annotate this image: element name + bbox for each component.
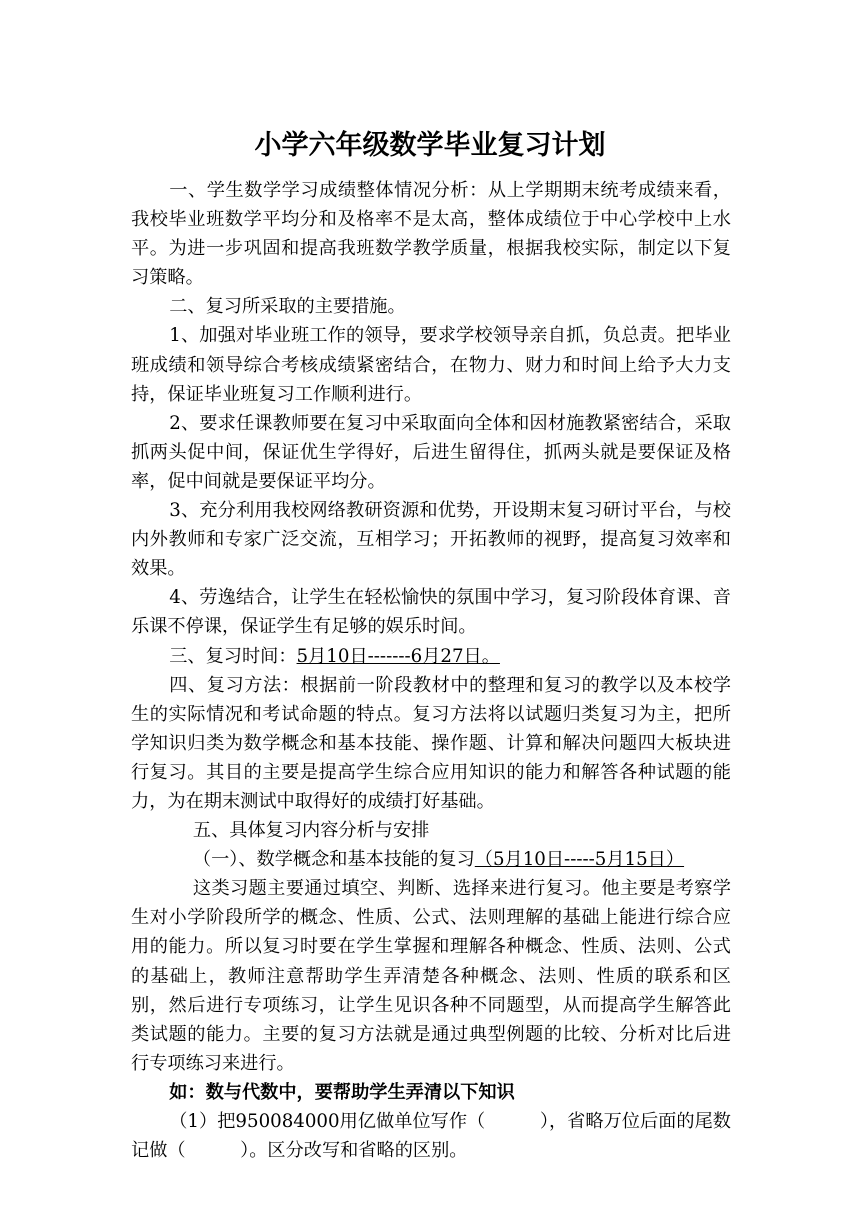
paragraph-section-1-body: 这类习题主要通过填空、判断、选择来进行复习。他主要是考察学生对小学阶段所学的概念、性质、公式、法则理解的基础上能进行综合应用的能力。所以复习时要在学生掌握和理解各种概念、性质、法则、公式的基础上，教师注意帮助学生弄清楚各种概念、法则、性质的联系和区别，然后进行专项练习，让学生见识各种不同题型，从而提高学生解答此类试题的能力。主要的复习方法就是通过典型例题的比较、分析对比后进行专项练习来进行。 bbox=[131, 878, 731, 1074]
document-title: 小学六年级数学毕业复习计划 bbox=[254, 130, 606, 161]
paragraph-measure-3: 3、充分利用我校网络教研资源和优势，开设期末复习研讨平台，与校内外教师和专家广泛交流，互相学习；开拓教师的视野，提高复习效率和效果。 bbox=[131, 500, 731, 580]
paragraph-review-method: 四、复习方法：根据前一阶段教材中的整理和复习的教学以及本校学生的实际情况和考试命题的特点。复习方法将以试题归类复习为主，把所学知识归类为数学概念和基本技能、操作题、计算和解决问题四大板块进行复习。其目的主要是提高学生综合应用知识的能力和解答各种试题的能力，为在期末测试中取得好的成绩打好基础。 bbox=[131, 674, 731, 812]
paragraph-review-time bbox=[131, 642, 731, 671]
document-body bbox=[131, 176, 731, 1165]
paragraph-situation-analysis: 一、学生数学学习成绩整体情况分析：从上学期期末统考成绩来看，我校毕业班数学平均分和及格率不是太高，整体成绩位于中心学校中上水平。为进一步巩固和提高我班数学教学质量，根据我校实际，制定以下复习策略。 bbox=[131, 180, 731, 289]
section-1-dates: （5月10日-----5月15日） bbox=[474, 849, 685, 871]
review-time-value: 5月10日-------6月27日。 bbox=[296, 645, 500, 667]
paragraph-section-1-heading bbox=[131, 845, 731, 874]
review-time-label: 三、复习时间： bbox=[169, 645, 297, 667]
paragraph-measure-4: 4、劳逸结合，让学生在轻松愉快的氛围中学习，复习阶段体育课、音乐课不停课，保证学生有足够的娱乐时间。 bbox=[131, 587, 731, 638]
paragraph-measure-2: 2、要求任课教师要在复习中采取面向全体和因材施教紧密结合，采取抓两头促中间，保证优生学得好，后进生留得住，抓两头就是要保证及格率，促中间就是要保证平均分。 bbox=[131, 412, 731, 492]
paragraph-measures-heading: 二、复习所采取的主要措施。 bbox=[169, 296, 406, 318]
paragraph-example-heading: 如：数与代数中，要帮助学生弄清以下知识 bbox=[169, 1081, 515, 1103]
paragraph-example-1: （1）把950084000用亿做单位写作（ ），省略万位后面的尾数记做（ ）。区分改写和省略的区别。 bbox=[131, 1111, 731, 1162]
paragraph-measure-1: 1、加强对毕业班工作的领导，要求学校领导亲自抓，负总责。把毕业班成绩和领导综合考核成绩紧密结合，在物力、财力和时间上给予大力支持，保证毕业班复习工作顺利进行。 bbox=[131, 325, 731, 405]
section-1-label: （一）、数学概念和基本技能的复习 bbox=[192, 849, 475, 871]
paragraph-content-heading: 五、具体复习内容分析与安排 bbox=[192, 820, 430, 842]
